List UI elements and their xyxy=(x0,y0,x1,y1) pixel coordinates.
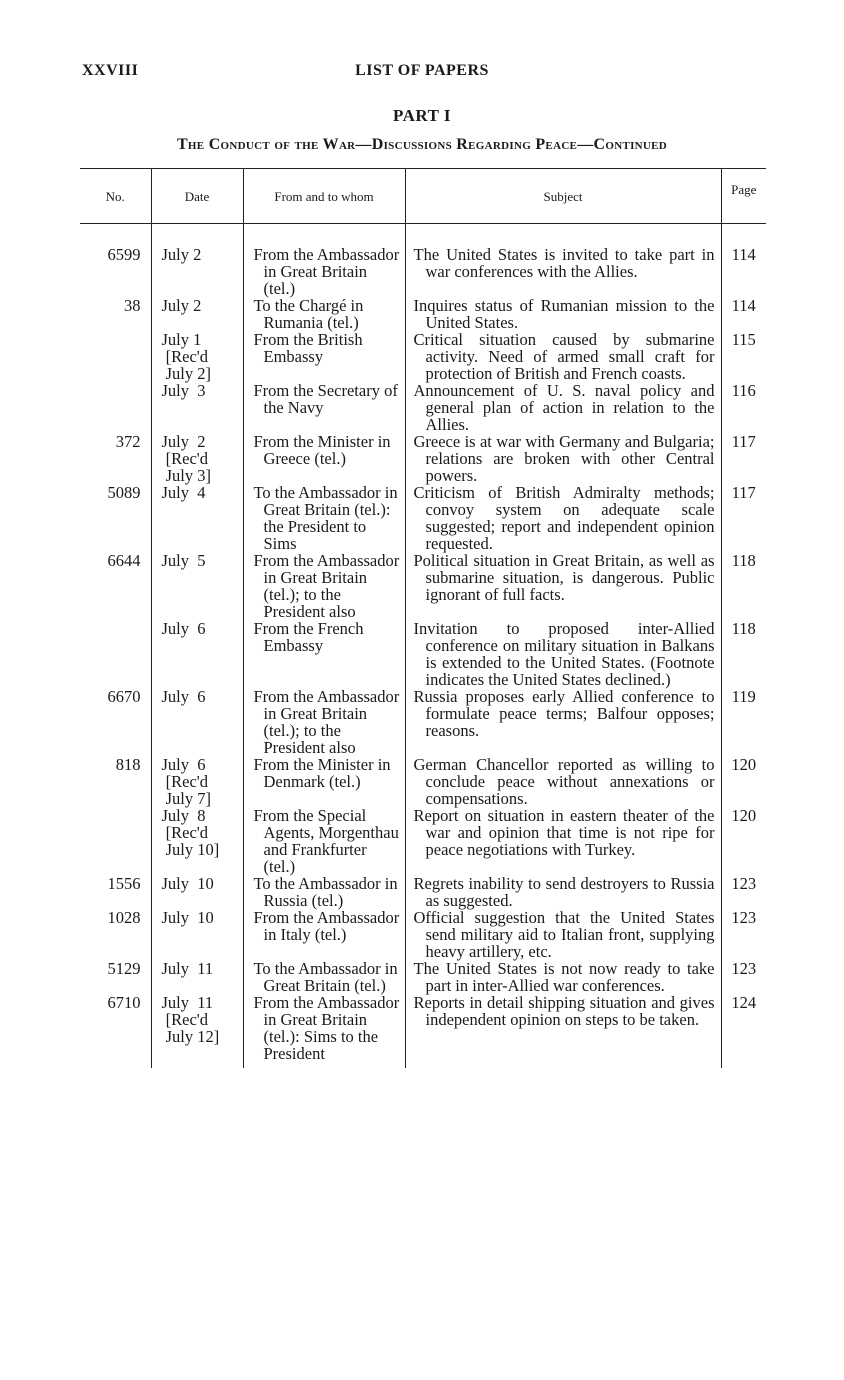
cell-no xyxy=(80,620,151,688)
table-row xyxy=(80,382,766,433)
table-row xyxy=(80,909,766,960)
table-row xyxy=(80,246,766,297)
cell-page: 124 xyxy=(721,994,766,1068)
cell-date: July 6 xyxy=(151,620,243,688)
cell-no xyxy=(80,331,151,382)
table-row xyxy=(80,331,766,382)
cell-no: 1556 xyxy=(107,874,141,893)
table-row xyxy=(80,756,766,807)
table-row xyxy=(80,552,766,620)
col-header-from: From and to whom xyxy=(243,169,405,224)
cell-subject: The United States is not now ready to take part in inter-Allied war conferences. xyxy=(405,960,721,994)
cell-from: From the Special Agents, Morgenthau and Frankfurter (tel.) xyxy=(243,807,405,875)
cell-date: July 11 xyxy=(151,960,243,994)
cell-subject: Critical situation caused by submarine activity. Need of armed small craft for protection of British and French coasts. xyxy=(405,331,721,382)
cell-page: 118 xyxy=(721,620,766,688)
cell-page: 117 xyxy=(721,484,766,552)
cell-from: To the Ambassador in Great Britain (tel.) xyxy=(243,960,405,994)
cell-no: 6710 xyxy=(107,993,141,1012)
cell-from: From the Ambassador in Great Britain (tel.); to the President also xyxy=(243,552,405,620)
col-header-subject: Subject xyxy=(405,169,721,224)
cell-from: From the Ambassador in Italy (tel.) xyxy=(243,909,405,960)
cell-no xyxy=(80,807,151,875)
cell-date: July 11 [Rec'd July 12] xyxy=(151,994,243,1068)
cell-date: July 10 xyxy=(151,875,243,909)
cell-date: July 6 [Rec'd July 7] xyxy=(151,756,243,807)
table-header-row xyxy=(80,169,766,224)
table-row xyxy=(80,484,766,552)
cell-page: 114 xyxy=(721,246,766,297)
cell-no: 38 xyxy=(124,296,141,315)
cell-no: 1028 xyxy=(107,908,141,927)
cell-subject: Political situation in Great Britain, as well as submarine situation, is dangerous. Public ignorant of full facts. xyxy=(405,552,721,620)
cell-date: July 4 xyxy=(151,484,243,552)
cell-no: 5089 xyxy=(107,483,141,502)
cell-from: From the French Embassy xyxy=(243,620,405,688)
papers-table xyxy=(80,168,766,1068)
papers-table-wrap xyxy=(80,168,766,1068)
cell-from: From the Secretary of the Navy xyxy=(243,382,405,433)
section-title: The Conduct of the War—Discussions Regarding Peace—Continued xyxy=(176,136,668,153)
cell-page: 123 xyxy=(721,875,766,909)
cell-date: July 6 xyxy=(151,688,243,756)
col-header-page: Page xyxy=(721,169,766,224)
cell-page: 120 xyxy=(721,807,766,875)
table-row xyxy=(80,960,766,994)
cell-page: 120 xyxy=(721,756,766,807)
cell-date: July 2 [Rec'd July 3] xyxy=(151,433,243,484)
cell-subject: Official suggestion that the United States send military aid to Italian front, supplying heavy artillery, etc. xyxy=(405,909,721,960)
page-number: XXVIII xyxy=(82,62,139,79)
cell-page: 123 xyxy=(721,960,766,994)
cell-from: To the Chargé in Rumania (tel.) xyxy=(243,297,405,331)
table-body xyxy=(80,224,766,1069)
part-heading: PART I xyxy=(393,106,451,125)
cell-date: July 3 xyxy=(151,382,243,433)
cell-from: From the Minister in Denmark (tel.) xyxy=(243,756,405,807)
cell-no: 372 xyxy=(115,432,141,451)
cell-date: July 1 [Rec'd July 2] xyxy=(151,331,243,382)
cell-from: From the British Embassy xyxy=(243,331,405,382)
cell-page: 116 xyxy=(721,382,766,433)
cell-page: 114 xyxy=(721,297,766,331)
cell-date: July 10 xyxy=(151,909,243,960)
cell-no: 6599 xyxy=(107,245,141,264)
cell-subject: Inquires status of Rumanian mission to the United States. xyxy=(405,297,721,331)
cell-from: To the Ambassador in Great Britain (tel.): the President to Sims xyxy=(243,484,405,552)
table-row xyxy=(80,875,766,909)
cell-subject: Greece is at war with Germany and Bulgaria; relations are broken with other Central powers. xyxy=(405,433,721,484)
cell-page: 115 xyxy=(721,331,766,382)
cell-page: 123 xyxy=(721,909,766,960)
table-row xyxy=(80,297,766,331)
table-row xyxy=(80,994,766,1068)
cell-date: July 5 xyxy=(151,552,243,620)
cell-subject: Russia proposes early Allied conference to formulate peace terms; Balfour opposes; reasons. xyxy=(405,688,721,756)
cell-from: From the Ambassador in Great Britain (tel.): Sims to the President xyxy=(243,994,405,1068)
cell-page: 117 xyxy=(721,433,766,484)
cell-subject: German Chancellor reported as willing to conclude peace without annexations or compensations. xyxy=(405,756,721,807)
running-head xyxy=(0,62,844,86)
table-row xyxy=(80,807,766,875)
cell-no: 6644 xyxy=(107,551,141,570)
cell-page: 118 xyxy=(721,552,766,620)
col-header-date: Date xyxy=(151,169,243,224)
table-row xyxy=(80,620,766,688)
cell-subject: The United States is invited to take part in war conferences with the Allies. xyxy=(405,246,721,297)
cell-date: July 2 xyxy=(151,246,243,297)
cell-subject: Regrets inability to send destroyers to Russia as suggested. xyxy=(405,875,721,909)
table-row xyxy=(80,688,766,756)
cell-subject: Reports in detail shipping situation and gives independent opinion on steps to be taken. xyxy=(405,994,721,1068)
running-title: LIST OF PAPERS xyxy=(355,62,489,79)
cell-subject: Invitation to proposed inter-Allied conference on military situation in Balkans is extended to the United States. (Footnote indicates the United States declined.) xyxy=(405,620,721,688)
cell-from: To the Ambassador in Russia (tel.) xyxy=(243,875,405,909)
cell-from: From the Ambassador in Great Britain (tel.); to the President also xyxy=(243,688,405,756)
cell-no: 818 xyxy=(115,755,141,774)
cell-subject: Criticism of British Admiralty methods; convoy system on adequate scale suggested; report and independent opinion requested. xyxy=(405,484,721,552)
cell-page: 119 xyxy=(721,688,766,756)
cell-no: 5129 xyxy=(107,959,141,978)
cell-no xyxy=(80,382,151,433)
col-header-no: No. xyxy=(80,169,151,224)
cell-from: From the Minister in Greece (tel.) xyxy=(243,433,405,484)
cell-subject: Announcement of U. S. naval policy and general plan of action in relation to the Allies. xyxy=(405,382,721,433)
cell-date: July 2 xyxy=(151,297,243,331)
cell-date: July 8 [Rec'd July 10] xyxy=(151,807,243,875)
table-row xyxy=(80,433,766,484)
cell-from: From the Ambassador in Great Britain (tel.) xyxy=(243,246,405,297)
cell-subject: Report on situation in eastern theater of the war and opinion that time is not ripe for peace negotiations with Turkey. xyxy=(405,807,721,875)
cell-no: 6670 xyxy=(107,687,141,706)
